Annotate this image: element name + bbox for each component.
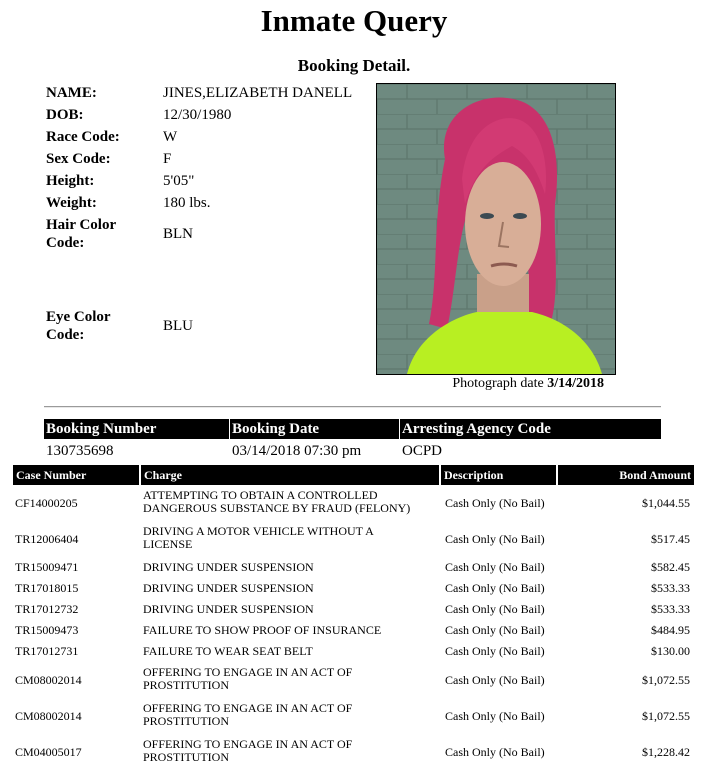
booking-number-header: Booking Number [44,419,229,439]
case-number: TR15009473 [15,623,79,637]
section-divider [44,406,661,408]
charge-row [0,603,708,618]
case-number: TR17012731 [15,644,79,658]
info-label: Eye Color Code: [46,309,111,343]
arresting-agency-value: OCPD [402,443,443,459]
booking-number-value: 130735698 [46,443,114,459]
info-label: NAME: [46,85,97,101]
info-label: Weight: [46,195,97,211]
charge-row [0,582,708,597]
charge-text: ATTEMPTING TO OBTAIN A CONTROLLED DANGEROUS SUBSTANCE BY FRAUD (FELONY) [143,488,411,515]
charge-text: DRIVING UNDER SUSPENSION [143,581,314,595]
charge-row [0,666,708,696]
bond-amount: $1,228.42 [642,745,690,759]
case-number: TR17012732 [15,602,79,616]
charge-description: Cash Only (No Bail) [445,496,545,510]
info-label: Race Code: [46,129,120,145]
bond-amount: $1,072.55 [642,709,690,723]
case-number: CM08002014 [15,709,82,723]
info-value: W [163,129,178,145]
case-number: CM04005017 [15,745,82,759]
charge-text: OFFERING TO ENGAGE IN AN ACT OF PROSTITUTION [143,665,353,692]
case-number: CM08002014 [15,673,82,687]
bond-amount: $533.33 [651,602,690,616]
info-value: JINES,ELIZABETH DANELL [163,85,353,101]
info-value: BLU [163,318,193,334]
bond-amount-header: Bond Amount [558,465,694,485]
info-label: Height: [46,173,95,189]
description-header: Description [441,465,556,485]
info-label: Hair Color Code: [46,217,116,251]
charge-header: Charge [141,465,439,485]
charge-row [0,624,708,639]
charge-text: FAILURE TO WEAR SEAT BELT [143,644,313,658]
charge-row [0,489,708,519]
charge-description: Cash Only (No Bail) [445,532,545,546]
charge-description: Cash Only (No Bail) [445,623,545,637]
charge-text: DRIVING UNDER SUSPENSION [143,560,314,574]
booking-date-value: 03/14/2018 07:30 pm [232,443,362,459]
bond-amount: $517.45 [651,532,690,546]
charge-description: Cash Only (No Bail) [445,644,545,658]
photo-date: 3/14/2018 [547,376,604,391]
arresting-agency-header: Arresting Agency Code [400,419,661,439]
case-number: TR15009471 [15,560,79,574]
charge-description: Cash Only (No Bail) [445,745,545,759]
charge-row [0,738,708,768]
booking-photo [376,83,616,375]
charge-description: Cash Only (No Bail) [445,709,545,723]
bond-amount: $1,044.55 [642,496,690,510]
info-value: 12/30/1980 [163,107,232,123]
case-number: CF14000205 [15,496,78,510]
charge-text: OFFERING TO ENGAGE IN AN ACT OF PROSTITUTION [143,701,353,728]
bond-amount: $130.00 [651,644,690,658]
booking-date-header: Booking Date [230,419,399,439]
charge-row [0,561,708,576]
charge-description: Cash Only (No Bail) [445,581,545,595]
case-number: TR17018015 [15,581,79,595]
charge-text: FAILURE TO SHOW PROOF OF INSURANCE [143,623,382,637]
info-value: BLN [163,226,193,242]
case-number: TR12006404 [15,532,79,546]
page-subtitle: Booking Detail. [297,56,411,75]
info-value: 180 lbs. [163,195,211,211]
bond-amount: $533.33 [651,581,690,595]
photo-caption [376,376,604,392]
info-label: DOB: [46,107,84,123]
info-label: Sex Code: [46,151,111,167]
charge-description: Cash Only (No Bail) [445,673,545,687]
charge-description: Cash Only (No Bail) [445,560,545,574]
charge-row [0,702,708,732]
info-value: F [163,151,172,167]
photo-caption-label: Photograph date [452,376,544,391]
charge-text: DRIVING A MOTOR VEHICLE WITHOUT A LICENSE [143,524,374,551]
bond-amount: $1,072.55 [642,673,690,687]
charge-row [0,645,708,660]
case-number-header: Case Number [13,465,139,485]
charge-text: OFFERING TO ENGAGE IN AN ACT OF PROSTITUTION [143,737,353,764]
mugshot-image [377,84,615,374]
charge-row [0,525,708,555]
charge-description: Cash Only (No Bail) [445,602,545,616]
bond-amount: $582.45 [651,560,690,574]
page-title: Inmate Query [260,3,448,38]
info-value: 5'05" [163,173,195,189]
charge-text: DRIVING UNDER SUSPENSION [143,602,314,616]
bond-amount: $484.95 [651,623,690,637]
